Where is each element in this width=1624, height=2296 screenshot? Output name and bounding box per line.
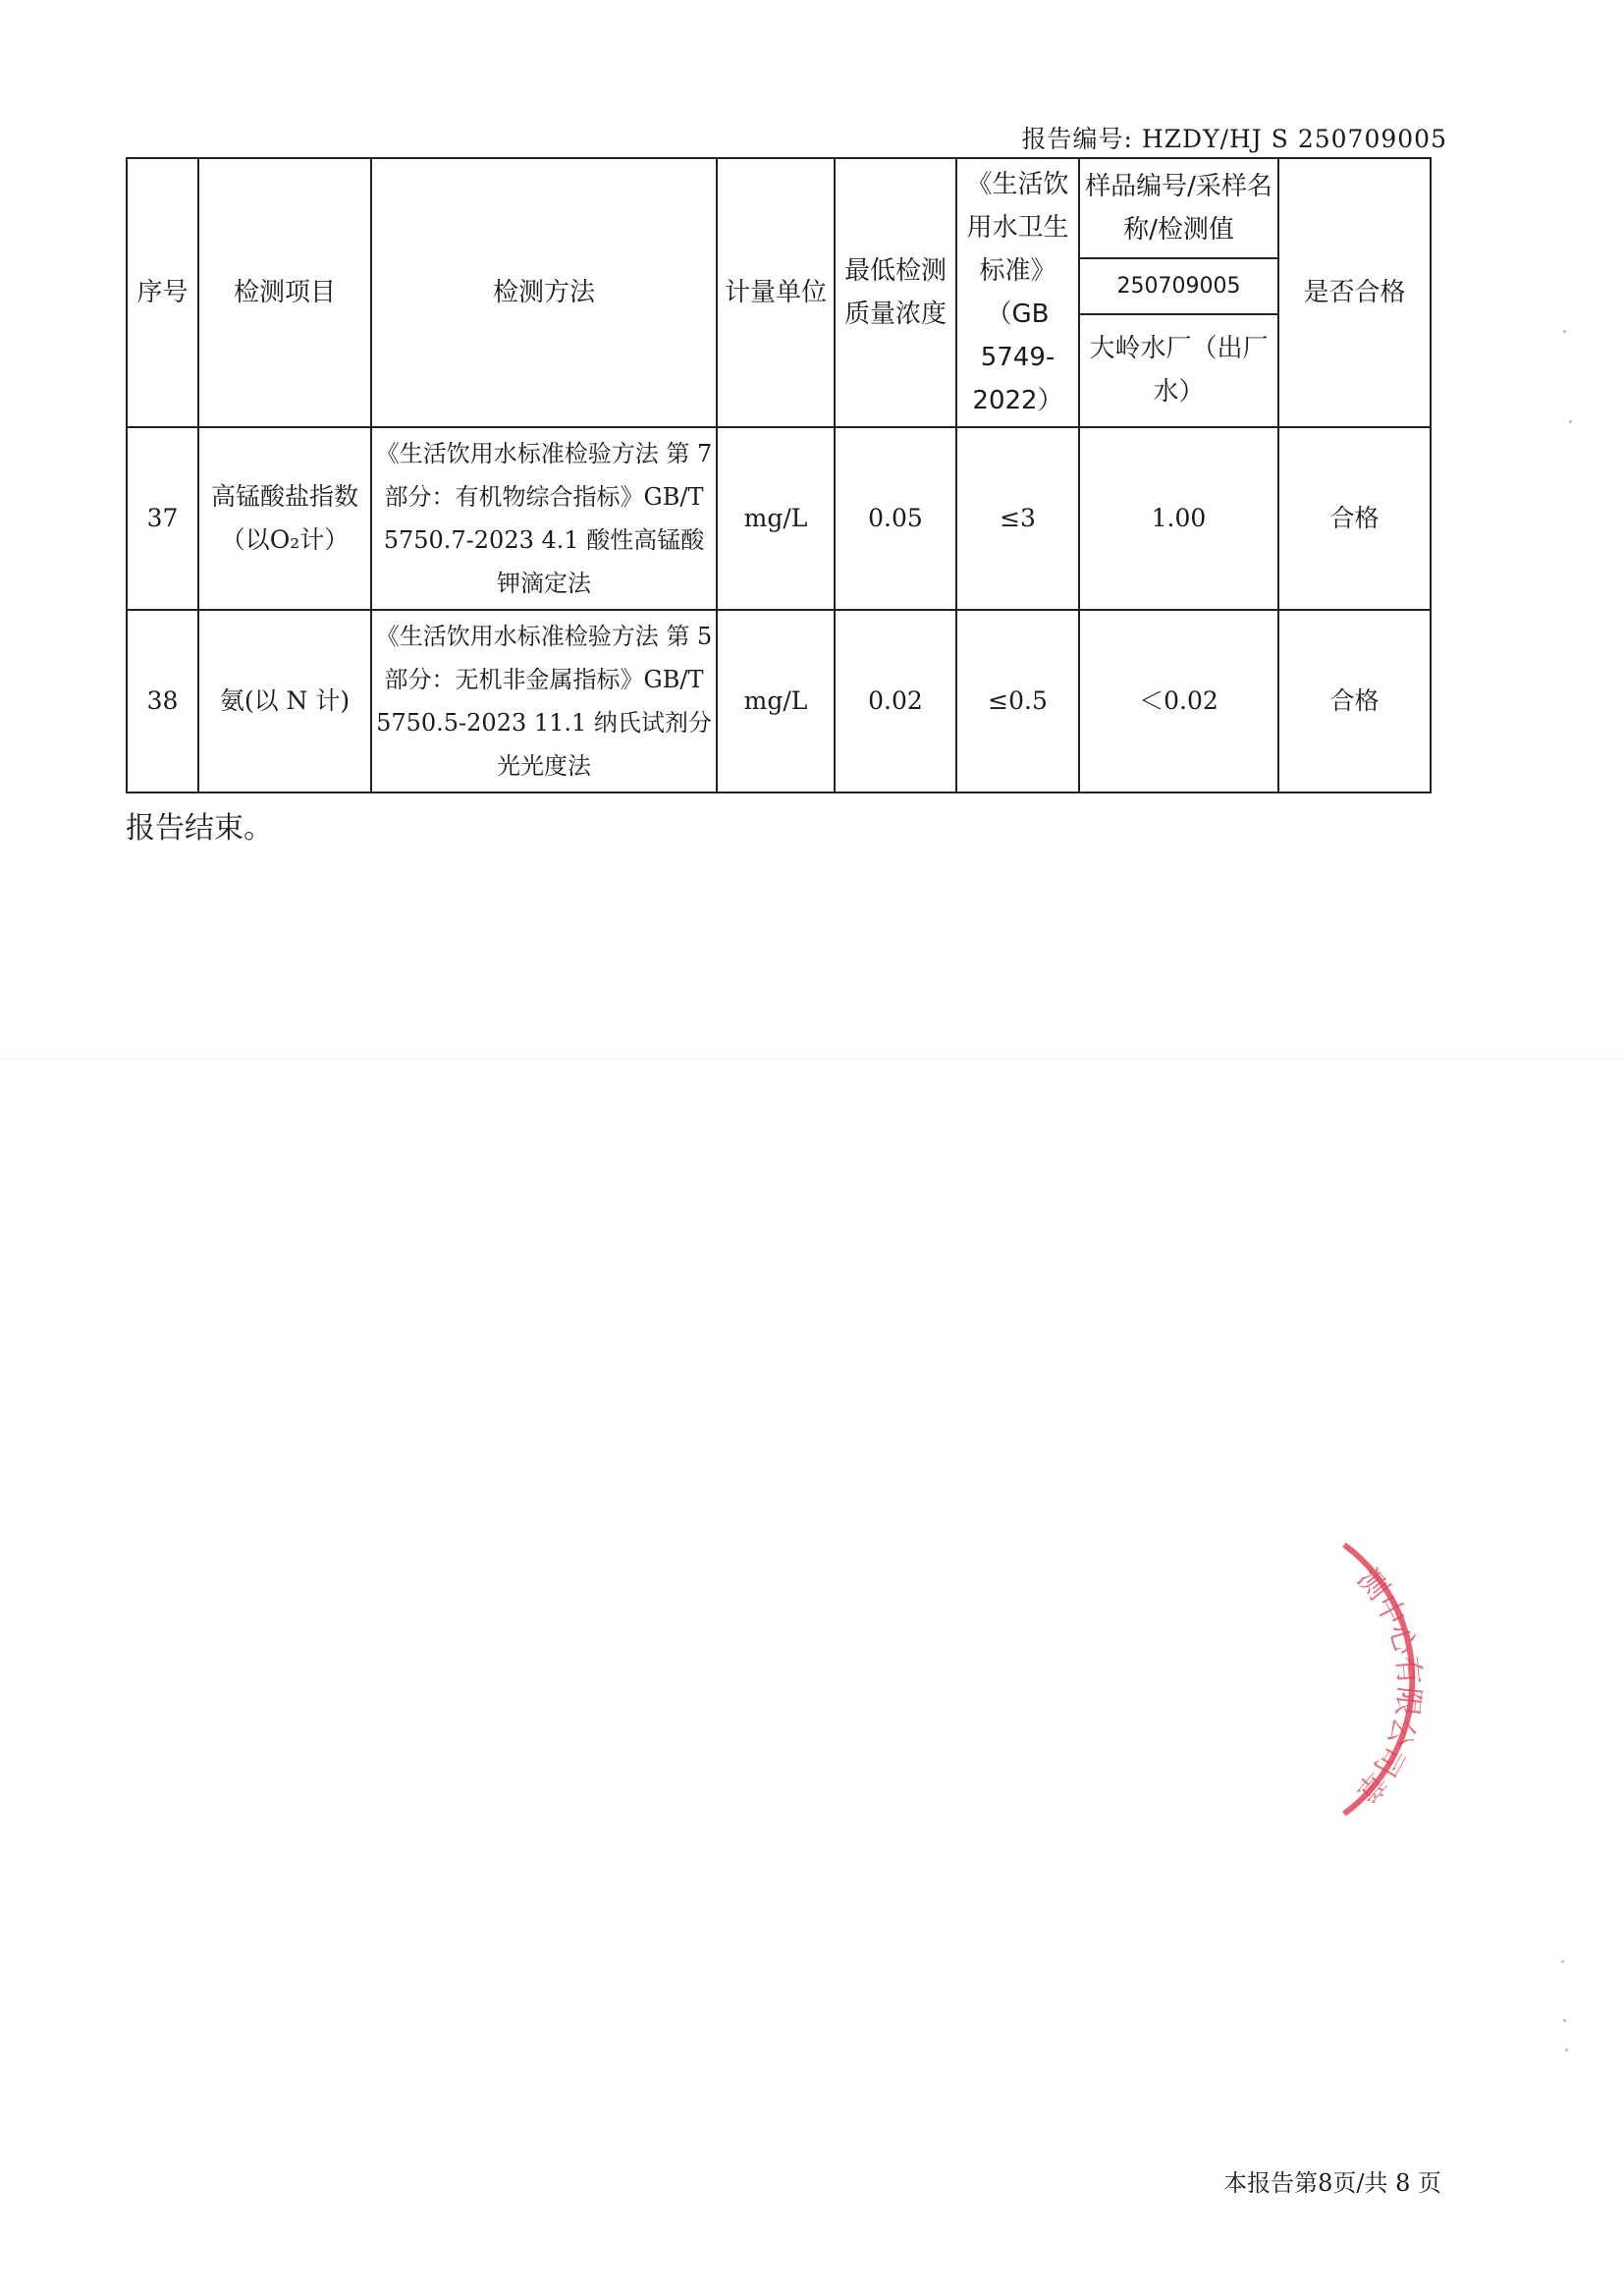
header-seq: 序号 (127, 158, 198, 427)
row-unit: mg/L (717, 427, 835, 610)
row-method: 《生活饮用水标准检验方法 第 7 部分：有机物综合指标》GB/T 5750.7-2023 4.1 酸性高锰酸钾滴定法 (371, 427, 717, 610)
header-sample-name: 大岭水厂（出厂水） (1079, 314, 1278, 427)
header-sample-group: 样品编号/采样名称/检测值 (1079, 158, 1278, 258)
page-footer: 本报告第8页/共 8 页 (1223, 2169, 1441, 2197)
table-row (127, 610, 1431, 793)
row-standard: ≤0.5 (956, 610, 1079, 793)
header-item: 检测项目 (198, 158, 371, 427)
header-unit: 计量单位 (717, 158, 835, 427)
row-item: 高锰酸盐指数（以O₂计） (198, 427, 371, 610)
results-table (126, 157, 1432, 793)
fold-divider (0, 1059, 1624, 1060)
row-value: 1.00 (1079, 427, 1278, 610)
report-number: 报告编号: HZDY/HJ S 250709005 (1021, 125, 1447, 153)
row-value: ＜0.02 (1079, 610, 1278, 793)
header-result: 是否合格 (1278, 158, 1431, 427)
row-min-conc: 0.05 (835, 427, 956, 610)
row-min-conc: 0.02 (835, 610, 956, 793)
row-item: 氨(以 N 计) (198, 610, 371, 793)
row-result: 合格 (1278, 610, 1431, 793)
scan-speck (1561, 1960, 1564, 1963)
scan-speck (1565, 2049, 1568, 2051)
table-row (127, 427, 1431, 610)
row-seq: 38 (127, 610, 198, 793)
seal-text: 测中心有限公司章 (1347, 1561, 1427, 1809)
header-standard: 《生活饮用水卫生标准》（GB 5749-2022） (956, 158, 1079, 427)
header-sample-id: 250709005 (1079, 258, 1278, 313)
company-seal-stamp (1340, 1537, 1448, 1822)
scan-speck (1563, 2019, 1566, 2022)
row-unit: mg/L (717, 610, 835, 793)
row-standard: ≤3 (956, 427, 1079, 610)
row-result: 合格 (1278, 427, 1431, 610)
header-min-conc: 最低检测质量浓度 (835, 158, 956, 427)
header-method: 检测方法 (371, 158, 717, 427)
scan-speck (1563, 330, 1566, 333)
report-end-text: 报告结束。 (126, 811, 273, 846)
row-seq: 37 (127, 427, 198, 610)
row-method: 《生活饮用水标准检验方法 第 5 部分：无机非金属指标》GB/T 5750.5-2023 11.1 纳氏试剂分光光度法 (371, 610, 717, 793)
scan-speck (1569, 420, 1572, 423)
